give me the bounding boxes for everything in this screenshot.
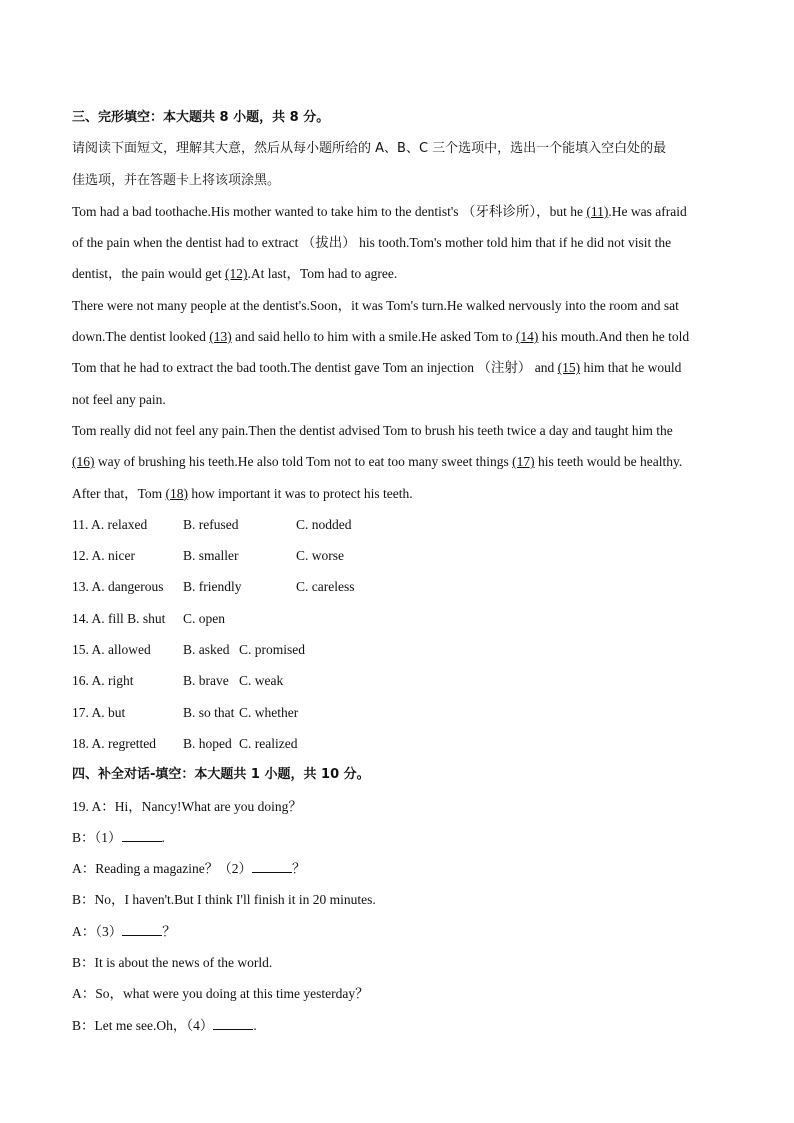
passage-text: way of brushing his teeth.He also told Tom not to eat too many sweet things	[94, 454, 513, 470]
option-b: B. refused	[183, 516, 239, 532]
dialogue-text: ？	[291, 861, 306, 877]
option-a: 18. A. regretted	[72, 735, 156, 751]
section-3-instructions-line-2: 佳选项，并在答题卡上将该项涂黑。	[72, 172, 281, 188]
passage-line: not feel any pain.	[72, 391, 166, 407]
dialogue-line: 19. A：Hi，Nancy!What are you doing？	[72, 798, 302, 814]
option-b: B. smaller	[183, 548, 239, 564]
exam-page	[72, 102, 724, 1041]
passage-text: down.The dentist looked	[72, 329, 210, 345]
dialogue-line	[72, 853, 724, 884]
passage-text: how important it was to protect his teeth.	[188, 485, 413, 501]
option-a: 11. A. relaxed	[72, 516, 148, 532]
option-b: B. brave	[183, 673, 229, 689]
blank-15: (15)	[557, 360, 581, 376]
option-b: B. hoped	[183, 735, 232, 751]
option-row-11	[72, 509, 724, 540]
option-c: C. careless	[296, 579, 355, 595]
option-b: B. so that	[183, 704, 235, 720]
answer-blank-4[interactable]	[213, 1017, 253, 1030]
option-c: C. realized	[239, 735, 298, 751]
option-row-12	[72, 540, 724, 571]
passage-text: his teeth would be healthy.	[534, 454, 683, 470]
dialogue-text: A：（3）	[72, 923, 123, 939]
blank-14: (14)	[515, 329, 539, 345]
passage-text: .At last，Tom had to agree.	[247, 266, 398, 282]
option-row-18	[72, 728, 724, 759]
section-4-heading: 四、补全对话-填空：本大题共 1 小题，共 10 分。	[72, 767, 370, 783]
blank-18: (18)	[165, 485, 189, 501]
passage-text: and said hello to him with a smile.He asked Tom to	[231, 329, 516, 345]
blank-11: (11)	[586, 203, 609, 219]
dialogue-text: .	[161, 829, 165, 845]
option-row-16	[72, 665, 724, 696]
option-a: 13. A. dangerous	[72, 579, 164, 595]
passage-text: Tom that he had to extract the bad tooth.The dentist gave Tom an injection （注射） and	[72, 360, 558, 376]
option-a: 15. A. allowed	[72, 642, 151, 658]
option-row-15	[72, 634, 724, 665]
answer-blank-2[interactable]	[252, 860, 292, 873]
dialogue-line	[72, 1010, 724, 1041]
section-3-heading: 三、完形填空：本大题共 8 小题，共 8 分。	[72, 110, 330, 125]
passage-text: After that，Tom	[72, 485, 166, 501]
dialogue-text: B：（1）	[72, 829, 122, 845]
blank-17: (17)	[512, 454, 535, 470]
passage-text: him that he would	[580, 360, 682, 376]
dialogue-line	[72, 822, 724, 853]
blank-13: (13)	[209, 329, 232, 345]
option-c: C. whether	[239, 704, 299, 720]
option-c: C. open	[183, 610, 225, 626]
passage-line	[72, 352, 724, 383]
passage-text: .He was afraid	[608, 203, 687, 219]
dialogue-line: A：So，what were you doing at this time yesterday？	[72, 986, 369, 1002]
dialogue-text: B：Let me see.Oh，（4）	[72, 1017, 214, 1033]
dialogue-text: ？	[162, 923, 176, 939]
option-c: C. nodded	[296, 516, 352, 532]
passage-line	[72, 321, 724, 352]
option-a: 16. A. right	[72, 673, 134, 689]
option-a: 17. A. but	[72, 704, 126, 720]
option-row-13	[72, 571, 724, 602]
dialogue-line: B：No，I haven't.But I think I'll finish it in 20 minutes.	[72, 892, 376, 908]
option-c: C. promised	[239, 642, 305, 658]
answer-blank-3[interactable]	[122, 923, 162, 936]
section-3-instructions-line-1: 请阅读下面短文，理解其大意，然后从每小题所给的 A、B、C 三个选项中，选出一个能填入空白处的最	[72, 141, 667, 157]
option-b: B. asked	[183, 642, 230, 658]
passage-line	[72, 478, 724, 509]
passage-line	[72, 196, 724, 227]
passage-text: Tom had a bad toothache.His mother wanted to take him to the dentist's （牙科诊所），but he	[72, 203, 587, 219]
option-row-14	[72, 603, 724, 634]
option-c: C. weak	[239, 673, 284, 689]
passage-text: his mouth.And then he told	[538, 329, 690, 345]
passage-line: Tom really did not feel any pain.Then the dentist advised Tom to brush his teeth twice a day and taught him the	[72, 422, 673, 438]
blank-16: (16)	[72, 454, 95, 470]
option-a: 14. A. fill B. shut	[72, 610, 166, 626]
dialogue-line: B：It is about the news of the world.	[72, 955, 273, 971]
option-row-17	[72, 697, 724, 728]
answer-blank-1[interactable]	[122, 829, 162, 842]
dialogue-text: .	[253, 1017, 257, 1033]
option-b: B. friendly	[183, 579, 242, 595]
option-a: 12. A. nicer	[72, 548, 135, 564]
blank-12: (12)	[224, 266, 248, 282]
passage-line: There were not many people at the dentist's.Soon，it was Tom's turn.He walked nervously into the room and sat	[72, 297, 679, 313]
passage-text: dentist，the pain would get	[72, 266, 225, 282]
passage-line	[72, 446, 724, 477]
passage-line	[72, 258, 724, 289]
passage-line: of the pain when the dentist had to extract （拔出） his tooth.Tom's mother told him that if he did not visit the	[72, 235, 672, 251]
option-c: C. worse	[296, 548, 344, 564]
dialogue-line	[72, 916, 724, 947]
dialogue-text: A：Reading a magazine？（2）	[72, 861, 252, 877]
